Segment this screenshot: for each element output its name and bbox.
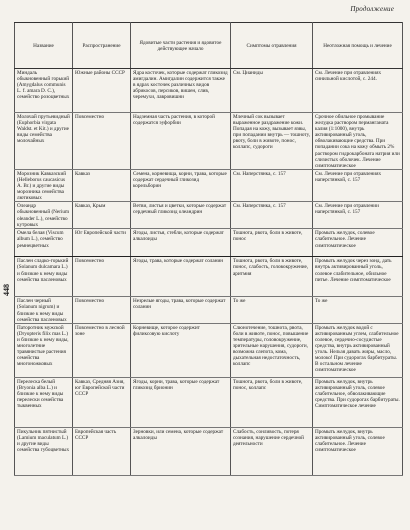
- column-header-treatment: Неотложная помощь и лечение: [313, 23, 403, 69]
- cell-name: Миндаль обыкновенный горький (Amygdalus communis L. f. amara D. C.), семейство розоцветных: [15, 69, 73, 113]
- cell-name: Паслен сладко-горький (Solanum dulcamara L.) и близкие к нему виды семейства пасленовых: [15, 257, 73, 297]
- cell-range: Кавказ, Средняя Азия, юг Европейской части СССР: [73, 377, 131, 427]
- cell-symptoms: Слабость, сонливость, потеря сознания, нарушение сердечной деятельности: [231, 427, 313, 475]
- cell-range: Повсеместно в лесной зоне: [73, 323, 131, 377]
- column-header-name: Название: [15, 23, 73, 69]
- cell-name: Пикульник пятнистый (Lamium maculatum L.) и другие виды семейства губоцветных: [15, 427, 73, 475]
- cell-symptoms: Млечный сок вызывает выраженное раздражение кожи. Попадая на кожу, вызывает язвы, при попадании внутрь — тошноту, рвоту, боли в животе, понос, коллапс, судороги: [231, 113, 313, 170]
- cell-symptoms: Слюнотечение, тошнота, рвота, боли в животе, понос, повышение температуры, головокружение, зрительные нарушения, судороги, возможна слепота, кома, дыхательная недостаточность, коллапс: [231, 323, 313, 377]
- cell-range: Европейская часть СССР: [73, 427, 131, 475]
- table-header-row: [15, 23, 403, 69]
- table-row: [15, 257, 403, 297]
- table-row: [15, 377, 403, 427]
- continued-label: Продолжение: [350, 5, 394, 13]
- cell-name: Паслен черный (Solanum nigrum) и близкие к нему виды семейства пасленовых: [15, 297, 73, 323]
- cell-name: Олеандр обыкновенный (Nerium oleander L.), семейство кутровых: [15, 202, 73, 229]
- page-number: 448: [2, 284, 11, 296]
- cell-treatment: См. Лечение при отравлениях наперстянкой, с. 157: [313, 169, 403, 201]
- poisonous-plants-table: [14, 22, 403, 476]
- cell-name: Молочай прутьевидный (Euphorbia virgata Waldst. et Kit.) и другие виды семейства молочайных: [15, 113, 73, 170]
- table-row: [15, 427, 403, 475]
- cell-range: Кавказ: [73, 169, 131, 201]
- cell-range: Повсеместно: [73, 257, 131, 297]
- cell-treatment: См. Лечение при отравлениях синильной кислотой, с. 244.: [313, 69, 403, 113]
- cell-symptoms: См. Цианиды: [231, 69, 313, 113]
- cell-name: Перелеска белый (Bryonia alba L.) и близкие к нему виды перелески семейства тыквенных: [15, 377, 73, 427]
- cell-symptoms: Тошнота, рвота, боли в животе, понос, коллапс: [231, 377, 313, 427]
- cell-parts: Зерновки, или семена, которые содержат алкалоиды: [131, 427, 231, 475]
- cell-parts: Семена, корневища, корни, трава, которые содержат сердечный гликозид корельборин: [131, 169, 231, 201]
- cell-range: Южные районы СССР: [73, 69, 131, 113]
- cell-range: Юг Европейской части: [73, 229, 131, 257]
- cell-parts: Ветви, листья и цветки, которые содержат сердечный гликозид олеандрин: [131, 202, 231, 229]
- column-header-parts: Ядовитые части растения и ядовитое действующее начало: [131, 23, 231, 69]
- cell-name: Паторотник мужской (Dryopteris filix mas L.) и близкие к нему виды, многолетние травянистые растения семейства многоножковых: [15, 323, 73, 377]
- cell-range: Кавказ, Крым: [73, 202, 131, 229]
- cell-parts: Корневище, которое содержит филиксовую кислоту: [131, 323, 231, 377]
- cell-symptoms: См. Наперстянка, с. 157: [231, 202, 313, 229]
- cell-range: Повсеместно: [73, 297, 131, 323]
- cell-treatment: Промыть желудок водой с активированным углем, слабительное солевое, сердечно-сосудистые средства, внутрь активированный уголь. Нельзя давать жиры, масло, молоко! При судорогах барбитураты. В остальном лечение симптоматическое: [313, 323, 403, 377]
- cell-parts: Ягоды, листья, стебли, которые содержат алкалоиды: [131, 229, 231, 257]
- table-row: [15, 69, 403, 113]
- cell-parts: Незрелые ягоды, трава, которые содержат соланин: [131, 297, 231, 323]
- cell-symptoms: Тошнота, рвота, боли в животе, понос: [231, 229, 313, 257]
- column-header-symptoms: Симптомы отравления: [231, 23, 313, 69]
- table-body: [15, 69, 403, 476]
- cell-treatment: Срочное обильное промывание желудка раствором перманганата калия (1:1000), внутрь активированный уголь, обволакивающие средства. При попадании сока на кожу обмыть 2% раствором гидрокарбоната натрия или слизистых оболочек. Лечение симптоматическое: [313, 113, 403, 170]
- cell-parts: Ягоды, трава, которые содержат соланин: [131, 257, 231, 297]
- cell-parts: Надземная часть растения, в которой содержатся эуфорбии: [131, 113, 231, 170]
- column-header-range: Распространение: [73, 23, 131, 69]
- cell-symptoms: То же: [231, 297, 313, 323]
- cell-name: Морозник Кавказский (Helleborus caucasicus A. Br.) и другие виды морозника семейства лютиковых: [15, 169, 73, 201]
- cell-symptoms: См. Наперстянка, с. 157: [231, 169, 313, 201]
- cell-treatment: Промыть желудок, солевое слабительное. Лечение симптоматическое: [313, 229, 403, 257]
- table-row: [15, 169, 403, 201]
- cell-parts: Ягоды, корни, трава, которые содержат гликозид брионин: [131, 377, 231, 427]
- table-row: [15, 202, 403, 229]
- cell-name: Омела белая (Viscum album L.), семейство ремнецветных: [15, 229, 73, 257]
- table-row: [15, 323, 403, 377]
- table-row: [15, 297, 403, 323]
- cell-range: Повсеместно: [73, 113, 131, 170]
- cell-parts: Ядра косточек, которые содержат гликозид амигдалин. Амигдалин содержится также в ядрах косточек различных видов абрикосов, персиков, вишен, слив, черемухи, лавровишни: [131, 69, 231, 113]
- cell-symptoms: Тошнота, рвота, боли в животе, понос, слабость, головокружение, аритмия: [231, 257, 313, 297]
- cell-treatment: См. Лечение при отравлении наперстянкой, с. 157: [313, 202, 403, 229]
- cell-treatment: Промыть желудок через зонд, дать внутрь активированный уголь, солевое слабительное, обильное питье. Лечение симптоматическое: [313, 257, 403, 297]
- cell-treatment: То же: [313, 297, 403, 323]
- cell-treatment: Промыть желудок, внутрь активированный уголь, солевое слабительное, обволакивающие средства. При судорогах барбитураты. Симптоматическое лечение: [313, 377, 403, 427]
- cell-treatment: Промыть желудок, внутрь активированный уголь, солевое слабительное. Лечение симптоматическое: [313, 427, 403, 475]
- table-row: [15, 229, 403, 257]
- table-row: [15, 113, 403, 170]
